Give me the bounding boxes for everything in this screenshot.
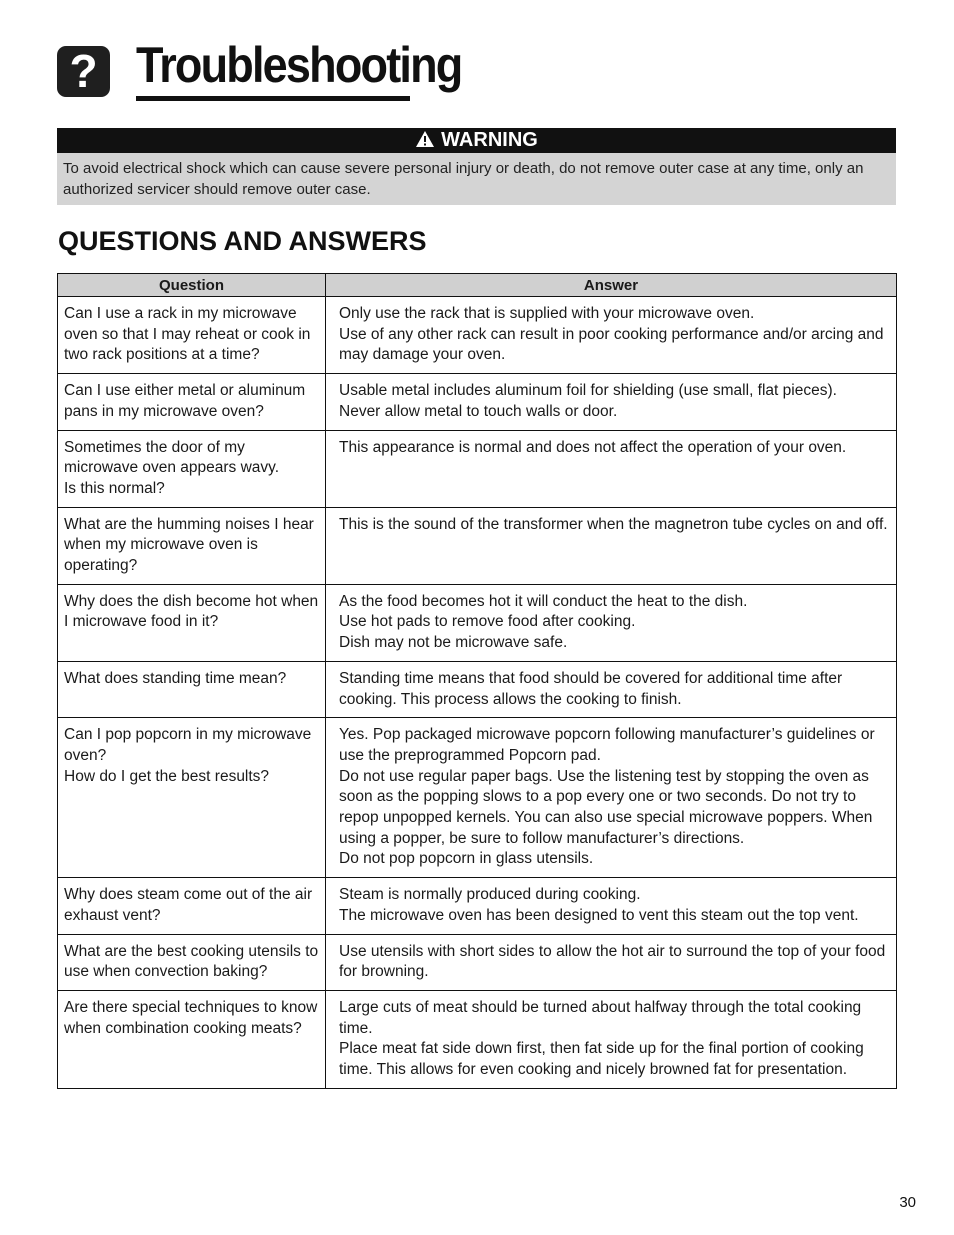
answer-text: Yes. Pop packaged microwave popcorn following manufacturer’s guidelines or use the preprogrammed Popcorn pad.: [339, 726, 875, 764]
answer-cell: [326, 934, 897, 990]
answer-cell: [326, 661, 897, 717]
question-mark-icon: ?: [57, 46, 110, 97]
question-cell: [58, 661, 326, 717]
warning-text: To avoid electrical shock which can cause severe personal injury or death, do not remove outer case at any time, only an authorized servicer should remove outer case.: [63, 160, 864, 198]
question-cell: [58, 507, 326, 584]
section-title: QUESTIONS AND ANSWERS: [58, 226, 427, 256]
column-header-answer: Answer: [326, 274, 897, 297]
answer-text: Only use the rack that is supplied with your microwave oven.: [339, 305, 755, 322]
question-cell: [58, 878, 326, 934]
warning-header: [57, 128, 896, 153]
answer-text: Usable metal includes aluminum foil for shielding (use small, flat pieces).: [339, 382, 837, 400]
question-cell: [58, 934, 326, 990]
question-text: Can I pop popcorn in my microwave oven?: [64, 726, 312, 764]
question-text: What does standing time mean?: [64, 669, 287, 687]
question-text: Is this normal?: [64, 479, 165, 497]
question-cell: [58, 297, 326, 374]
question-text: What are the best cooking utensils to use when convection baking?: [64, 942, 319, 981]
question-cell: [58, 990, 326, 1088]
table-row: [58, 374, 897, 430]
answer-text: Use of any other rack can result in poor cooking performance and/or arcing and may damage your oven.: [339, 325, 884, 364]
column-header-question: Question: [58, 274, 326, 297]
question-text: Are there special techniques to know when combination cooking meats?: [64, 998, 318, 1037]
table-row: [58, 430, 897, 507]
answer-cell: [326, 878, 897, 934]
answer-cell: [326, 718, 897, 878]
answer-text: Dish may not be microwave safe.: [339, 634, 568, 652]
page-number: 30: [899, 1194, 916, 1211]
question-text: Sometimes the door of my microwave oven appears wavy.: [64, 438, 280, 477]
answer-text: Steam is normally produced during cooking.: [339, 886, 641, 904]
qa-table: [57, 273, 897, 1089]
table-row: [58, 297, 897, 374]
question-text: How do I get the best results?: [64, 767, 270, 785]
answer-text: Large cuts of meat should be turned about halfway through the total cooking time.: [339, 998, 862, 1037]
table-body: [58, 297, 897, 1089]
table-row: [58, 990, 897, 1088]
answer-text: Place meat fat side down first, then fat side up for the final portion of cooking time. This allows for even cooking and nicely browned fat for presentation.: [339, 1040, 864, 1079]
answer-text: Do not use regular paper bags. Use the listening test by stopping the oven as soon as the popping slows to a pop every one or two seconds. Do not try to repop unpopped kernels. You can also use special microwave poppers. When using a popper, be sure to follow manufacturer’s directions.: [339, 767, 873, 847]
question-text: Can I use either metal or aluminum pans in my microwave oven?: [64, 382, 306, 420]
warning-triangle-icon: [415, 130, 435, 148]
table-row: [58, 661, 897, 717]
warning-box: [57, 128, 896, 205]
answer-text: Standing time means that food should be covered for additional time after cooking. This process allows the cooking to finish.: [339, 669, 843, 708]
question-cell: [58, 584, 326, 661]
answer-text: This is the sound of the transformer when the magnetron tube cycles on and off.: [339, 515, 888, 533]
question-cell: [58, 718, 326, 878]
answer-cell: [326, 297, 897, 374]
answer-text: The microwave oven has been designed to vent this steam out the top vent.: [339, 906, 859, 924]
answer-text: As the food becomes hot it will conduct the heat to the dish.: [339, 592, 748, 610]
answer-cell: [326, 374, 897, 430]
answer-text: Use hot pads to remove food after cooking.: [339, 613, 636, 631]
answer-cell: [326, 430, 897, 507]
table-row: [58, 507, 897, 584]
answer-cell: [326, 990, 897, 1088]
table-row: [58, 718, 897, 878]
question-text: Why does steam come out of the air exhaust vent?: [64, 886, 313, 924]
answer-text: This appearance is normal and does not affect the operation of your oven.: [339, 438, 847, 456]
question-text: Can I use a rack in my microwave oven so that I may reheat or cook in two rack positions at a time?: [64, 305, 311, 364]
table-header-row: [58, 274, 897, 297]
answer-text: Do not pop popcorn in glass utensils.: [339, 850, 594, 868]
answer-text: Never allow metal to touch walls or door.: [339, 402, 618, 420]
answer-text: Use utensils with short sides to allow the hot air to surround the top of your food for browning.: [339, 942, 886, 981]
answer-cell: [326, 507, 897, 584]
page-title: Troubleshooting: [136, 37, 462, 93]
table-row: [58, 878, 897, 934]
title-underline: [136, 96, 410, 101]
table-row: [58, 584, 897, 661]
table-row: [58, 934, 897, 990]
answer-cell: [326, 584, 897, 661]
warning-label: WARNING: [441, 129, 538, 151]
page-header: [57, 37, 462, 108]
question-cell: [58, 374, 326, 430]
question-cell: [58, 430, 326, 507]
question-text: What are the humming noises I hear when my microwave oven is operating?: [64, 515, 314, 575]
question-text: Why does the dish become hot when I microwave food in it?: [64, 592, 319, 631]
